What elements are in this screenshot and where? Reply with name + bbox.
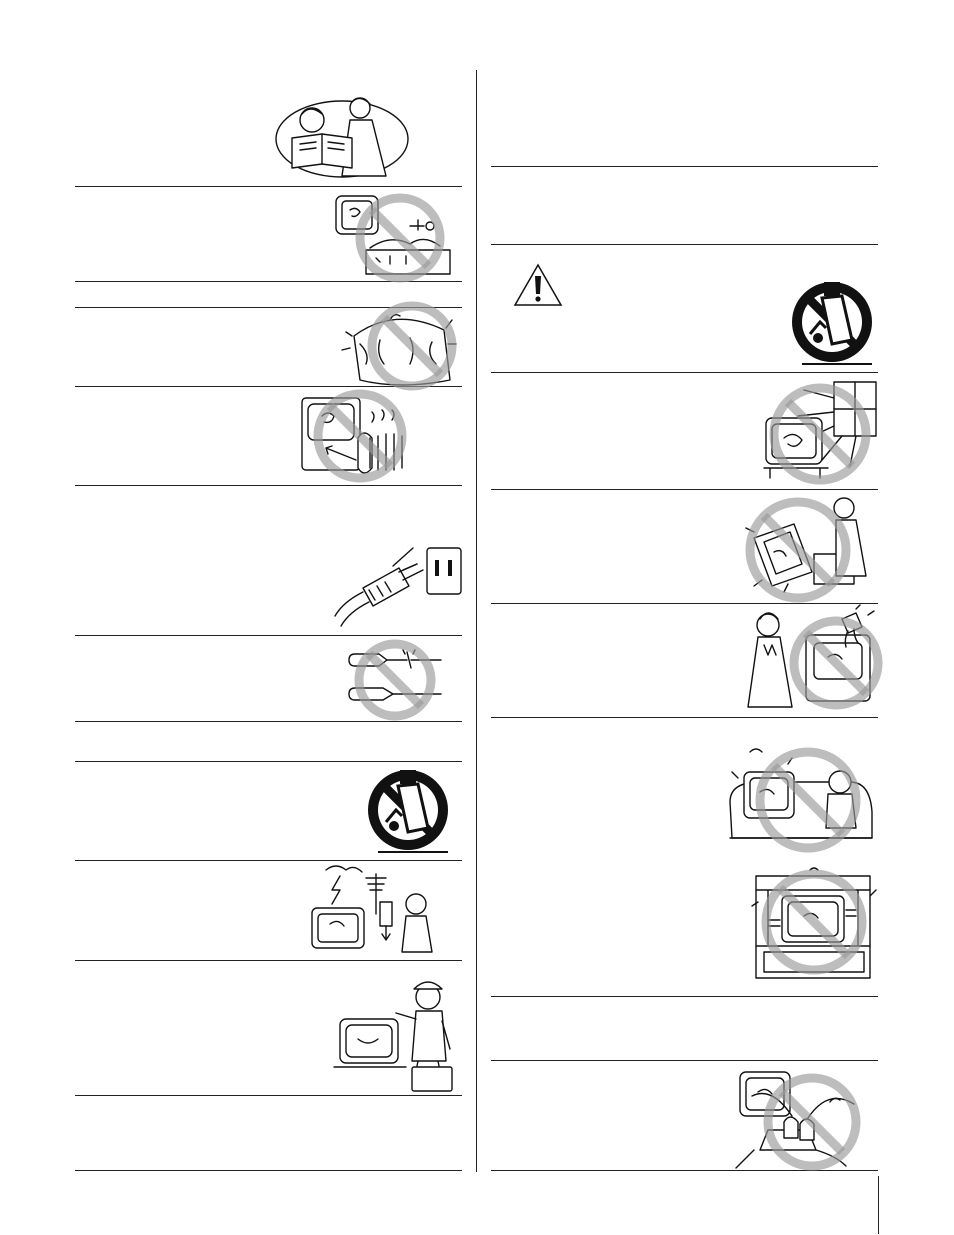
tv-near-heater-illustration xyxy=(298,388,418,480)
right-rule-8 xyxy=(491,1060,878,1061)
tv-on-sofa-illustration xyxy=(724,742,876,854)
antenna-lightning-illustration xyxy=(306,862,436,957)
right-rule-7 xyxy=(491,996,878,997)
liquid-spill-illustration xyxy=(744,605,880,713)
right-rule-1 xyxy=(491,166,878,167)
tv-near-water-illustration xyxy=(330,190,455,280)
damaged-cord-illustration xyxy=(345,640,445,720)
left-rule-1 xyxy=(75,186,462,187)
reading-manual-illustration xyxy=(272,94,412,184)
left-rule-8 xyxy=(75,761,462,762)
right-rule-6 xyxy=(491,717,878,718)
tv-falling-illustration xyxy=(740,494,880,602)
left-rule-6 xyxy=(75,635,462,636)
cart-tipover-prohibition-icon xyxy=(364,764,454,858)
column-divider xyxy=(476,70,477,1172)
page-edge-tab xyxy=(878,1176,879,1234)
polarized-plug-illustration xyxy=(333,538,468,633)
overloaded-outlet-illustration xyxy=(734,1066,864,1170)
left-rule-11 xyxy=(75,1095,462,1096)
right-rule-9 xyxy=(491,1170,878,1171)
left-rule-9 xyxy=(75,860,462,861)
caution-triangle-icon xyxy=(512,262,564,308)
cart-tipover-prohibition-icon-right xyxy=(786,276,878,370)
right-rule-5 xyxy=(491,603,878,604)
right-rule-2 xyxy=(491,244,878,245)
right-rule-3 xyxy=(491,372,878,373)
left-rule-7 xyxy=(75,721,462,722)
left-rule-5 xyxy=(75,485,462,486)
tv-in-sunlight-illustration xyxy=(752,378,880,486)
service-technician-illustration xyxy=(330,975,460,1093)
left-rule-10 xyxy=(75,960,462,961)
tv-in-enclosure-illustration xyxy=(748,866,878,984)
left-rule-12 xyxy=(75,1170,462,1171)
right-rule-4 xyxy=(491,489,878,490)
tv-covered-illustration xyxy=(340,300,460,395)
